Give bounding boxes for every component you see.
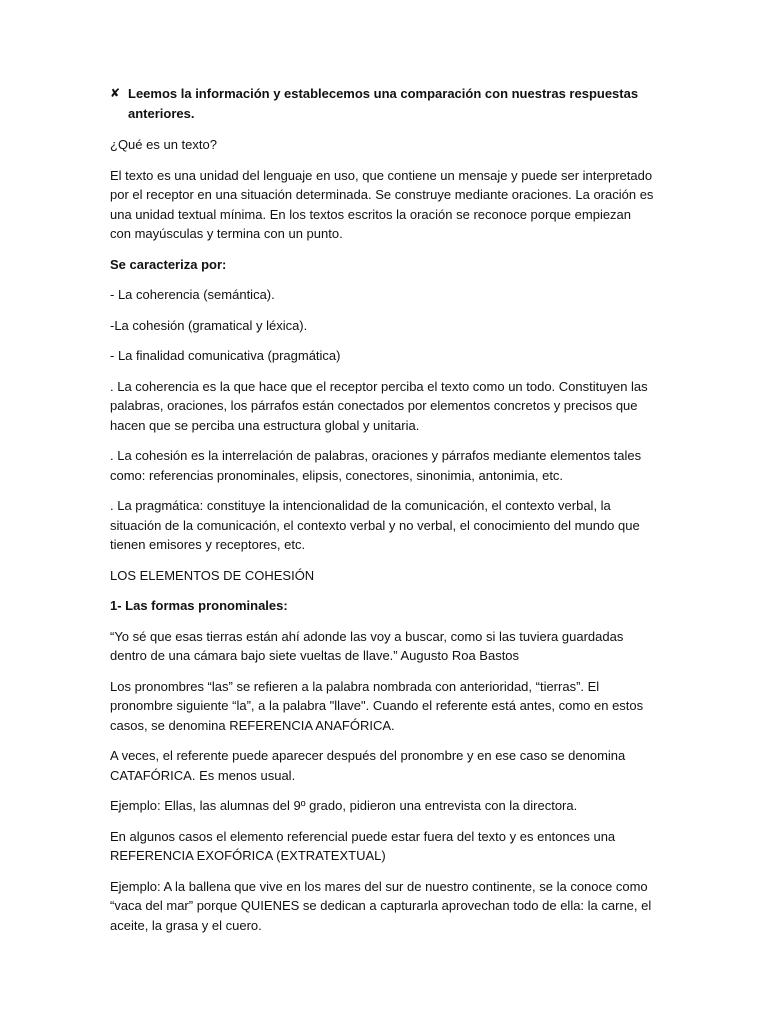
pragmatics-paragraph: . La pragmática: constituye la intencionalidad de la comunicación, el contexto verbal, la situación de la comunicación, el contexto verbal y no verbal, el conocimiento del mundo que tienen emisores y receptores, etc.: [110, 498, 640, 552]
characteristics-heading: Se caracteriza por:: [110, 256, 227, 272]
coherence-paragraph: . La coherencia es la que hace que el receptor perciba el texto como un todo. Constituyen las palabras, oraciones, los párrafos están conectados por elementos concretos y precisos que hacen que se perciba una estructura global y unitaria.: [110, 378, 648, 433]
pronouns-paragraph: Los pronombres “las” se refieren a la palabra nombrada con anterioridad, “tierras”. El pronombre siguiente “la”, a la palabra "llave". Cuando el referente está antes, como en estos casos, se denomina REFERENCIA ANAFÓRICA.: [110, 678, 644, 733]
intro-bullet-text: Leemos la información y establecemos una comparación con nuestras respuestas anteriores.: [128, 86, 639, 121]
example-paragraph-1: Ejemplo: Ellas, las alumnas del 9º grado, pidieron una entrevista con la directora.: [110, 798, 578, 813]
question-heading: ¿Qué es un texto?: [110, 137, 217, 152]
characteristic-item-cohesion: -La cohesión (gramatical y léxica).: [110, 317, 308, 333]
exophoric-paragraph: En algunos casos el elemento referencial puede estar fuera del texto y es entonces una REFERENCIA EXOFÓRICA (EXTRATEXTUAL): [110, 828, 616, 863]
cross-mark-icon: ✘: [110, 86, 121, 100]
example-paragraph-2: Ejemplo: A la ballena que vive en los mares del sur de nuestro continente, se la conoce como “vaca del mar” porque QUIENES se dedican a capturarla aprovechan todo de ella: la carne, el aceite, la grasa y el cuero.: [110, 878, 652, 933]
subsection-title: 1- Las formas pronominales:: [110, 598, 288, 613]
characteristic-item-coherence: - La coherencia (semántica).: [110, 287, 275, 302]
document-page: [110, 84, 655, 946]
section-title: LOS ELEMENTOS DE COHESIÓN: [110, 567, 315, 583]
quote-paragraph: “Yo sé que esas tierras están ahí adonde las voy a buscar, como si las tuviera guardadas dentro de una cámara bajo siete vueltas de llave.” Augusto Roa Bastos: [110, 628, 624, 663]
definition-paragraph: El texto es una unidad del lenguaje en uso, que contiene un mensaje y puede ser interpretado por el receptor en una situación determinada. Se construye mediante oraciones. La oración es una unidad textual mínima. En los textos escritos la oración se reconoce porque empiezan con mayúsculas y termina con un punto.: [110, 167, 654, 241]
cohesion-paragraph: . La cohesión es la interrelación de palabras, oraciones y párrafos mediante elementos tales como: referencias pronominales, elipsis, conectores, sinonimia, antonimia, etc.: [110, 448, 642, 483]
characteristic-item-purpose: - La finalidad comunicativa (pragmática): [110, 348, 341, 363]
cataphoric-paragraph: A veces, el referente puede aparecer después del pronombre y en ese caso se denomina CATAFÓRICA. Es menos usual.: [110, 748, 626, 783]
intro-bullet: [110, 84, 655, 123]
